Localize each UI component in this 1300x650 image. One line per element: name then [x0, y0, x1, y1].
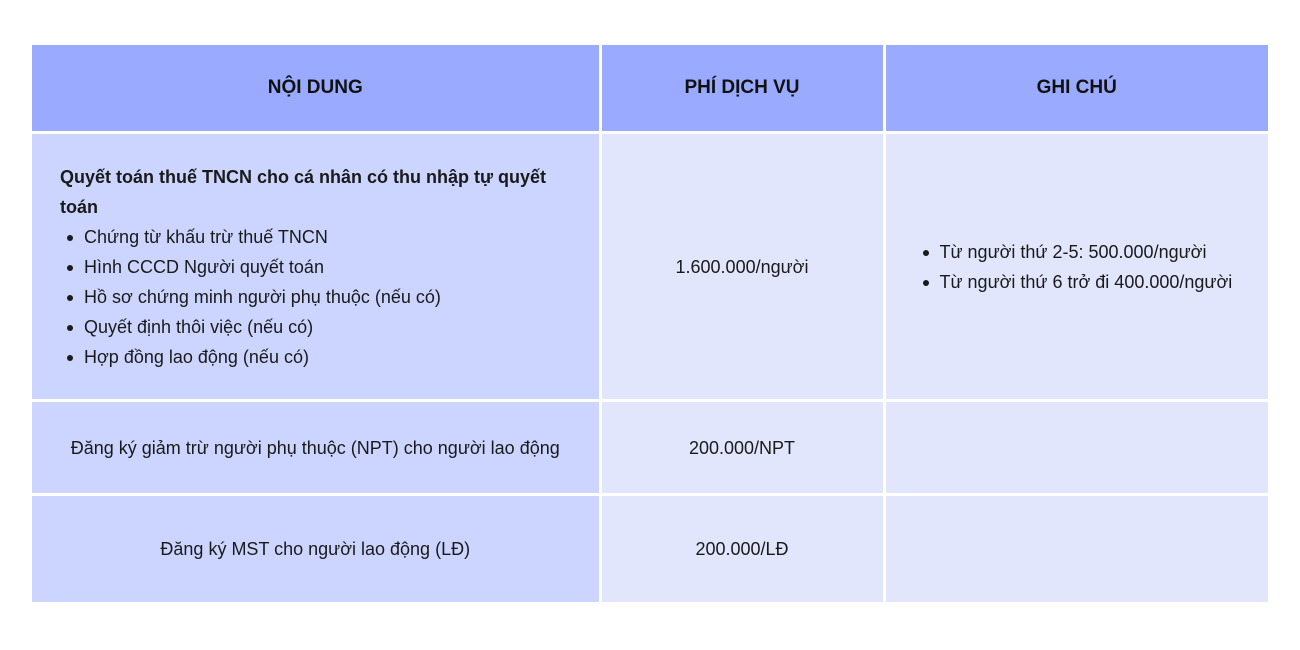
header-content: NỘI DUNG [32, 45, 600, 133]
service-title: Quyết toán thuế TNCN cho cá nhân có thu nhập tự quyết toán [60, 166, 547, 217]
content-cell: Đăng ký MST cho người lao động (LĐ) [32, 495, 600, 603]
table-row [32, 495, 1268, 603]
fee-cell: 1.600.000/người [600, 133, 884, 401]
note-item: Từ người thứ 6 trở đi 400.000/người [940, 267, 1269, 297]
fee-cell: 200.000/NPT [600, 401, 884, 495]
content-cell [32, 133, 600, 401]
note-cell [884, 133, 1268, 401]
list-item: Hồ sơ chứng minh người phụ thuộc (nếu có) [84, 282, 587, 312]
note-cell [884, 401, 1268, 495]
pricing-table-container [32, 45, 1268, 602]
pricing-table [32, 45, 1268, 602]
table-row [32, 133, 1268, 401]
fee-cell: 200.000/LĐ [600, 495, 884, 603]
table-row [32, 401, 1268, 495]
header-fee: PHÍ DỊCH VỤ [600, 45, 884, 133]
content-cell: Đăng ký giảm trừ người phụ thuộc (NPT) cho người lao động [32, 401, 600, 495]
list-item: Hợp đồng lao động (nếu có) [84, 342, 587, 372]
note-cell [884, 495, 1268, 603]
list-item: Quyết định thôi việc (nếu có) [84, 312, 587, 342]
note-item: Từ người thứ 2-5: 500.000/người [940, 237, 1269, 267]
header-note: GHI CHÚ [884, 45, 1268, 133]
document-list [60, 222, 587, 372]
header-row [32, 45, 1268, 133]
list-item: Hình CCCD Người quyết toán [84, 252, 587, 282]
note-list [916, 237, 1269, 297]
list-item: Chứng từ khấu trừ thuế TNCN [84, 222, 587, 252]
